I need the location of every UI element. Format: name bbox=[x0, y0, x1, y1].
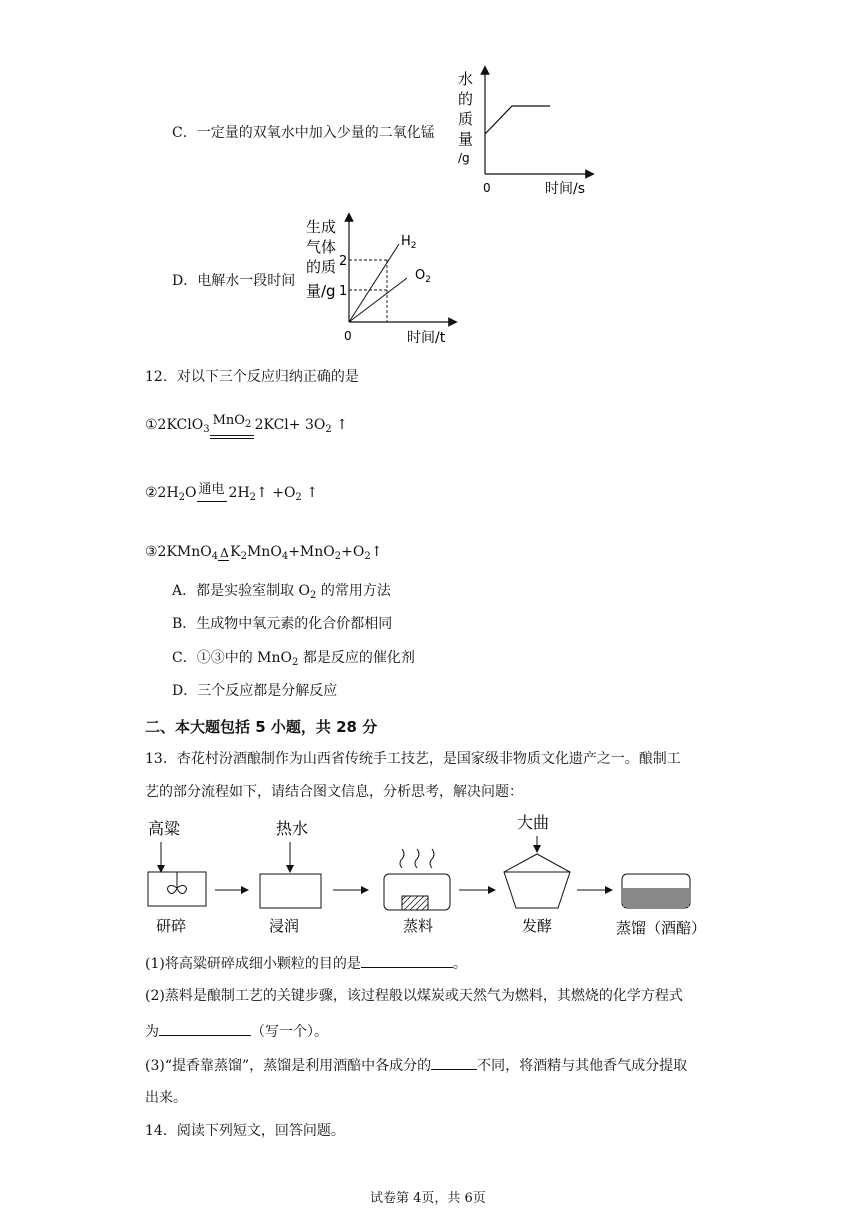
q13-stem-line2: 艺的部分流程如下，请结合图文信息，分析思考，解决问题： bbox=[145, 784, 523, 800]
ylabel-2: 气体 bbox=[306, 238, 337, 256]
reaction-3: ③2KMnO$_4$ Δ $K_2MnO_4+MnO_2+O_2↑$ bbox=[145, 544, 383, 562]
steam-1 bbox=[400, 849, 404, 868]
ylabel-4: 量 bbox=[458, 130, 474, 148]
reaction-2: $②2H_2O$ 通电 $2H_2↑ +O_2$ ↑ bbox=[145, 482, 318, 503]
origin: 0 bbox=[483, 181, 491, 195]
heat-symbol: Δ bbox=[220, 546, 229, 560]
q12-option-c: C．①③中的 MnO$_2$ 都是反应的催化剂 bbox=[172, 650, 415, 668]
page-footer: 试卷第 4页，共 6页 bbox=[370, 1191, 486, 1206]
steam-3 bbox=[430, 849, 434, 868]
q14-stem: 14．阅读下列短文，回答问题。 bbox=[145, 1123, 345, 1139]
h2-label: $H_2$ bbox=[401, 234, 417, 251]
q13-part3-line1: (3)“提香靠蒸馏”，蒸馏是利用酒醅中各成分的 不同，将酒精与其他香气成分提取 bbox=[145, 1055, 687, 1075]
soak-box bbox=[260, 874, 321, 908]
ylabel-1: 生成 bbox=[306, 218, 337, 236]
o2-label: $O_2$ bbox=[415, 268, 431, 285]
input-hot-water: 热水 bbox=[276, 819, 309, 838]
ylabel-3: 的质 bbox=[306, 258, 337, 276]
q11-option-c: C．一定量的双氧水中加入少量的二氧化锰 bbox=[172, 125, 435, 141]
distiller-fill bbox=[623, 888, 689, 907]
ylabel-1: 水 bbox=[458, 70, 474, 88]
q13-part1: (1)将高粱研碎成细小颗粒的目的是 。 bbox=[145, 953, 467, 973]
q12-option-b: B．生成物中氧元素的化合价都相同 bbox=[172, 616, 393, 632]
grinder-blade-left bbox=[168, 885, 177, 893]
tick-1: 1 bbox=[339, 284, 348, 299]
step-ferment: 发酵 bbox=[522, 917, 553, 935]
tick-2: 2 bbox=[339, 254, 348, 269]
xlabel: 时间/s bbox=[545, 181, 586, 197]
answer-blank-3[interactable] bbox=[431, 1055, 477, 1070]
ylabel-4: 量/g bbox=[306, 282, 336, 300]
grinder-blade-right bbox=[177, 885, 186, 893]
q13-part3-line2: 出来。 bbox=[145, 1090, 187, 1106]
q13-stem-line1: 13．杏花村汾酒酿制作为山西省传统手工技艺，是国家级非物质文化遗产之一。酿制工 bbox=[145, 751, 681, 767]
step-grind: 研碎 bbox=[156, 917, 187, 935]
q13-part2-line2: 为 （写一个）。 bbox=[145, 1021, 328, 1041]
input-daqu: 大曲 bbox=[517, 813, 550, 832]
q12-stem: 12．对以下三个反应归纳正确的是 bbox=[145, 369, 359, 385]
reaction-1: ①2KClO$_3$ MnO$_2$ $2KCl+ 3O_2$ ↑ bbox=[145, 416, 348, 439]
equals-line bbox=[197, 501, 227, 502]
q12-option-d: D．三个反应都是分解反应 bbox=[172, 683, 338, 699]
brewing-flow-diagram bbox=[140, 808, 720, 943]
ylabel-3: 质 bbox=[458, 110, 474, 128]
h2-line bbox=[349, 244, 399, 322]
section-heading: 二、本大题包括 5 小题，共 28 分 bbox=[145, 718, 378, 736]
q11-graph-d bbox=[303, 212, 463, 347]
xlabel: 时间/t bbox=[407, 330, 446, 346]
origin: 0 bbox=[344, 329, 352, 343]
water-mass-line bbox=[485, 106, 550, 134]
equals-line bbox=[218, 560, 229, 561]
q11-option-d: D．电解水一段时间 bbox=[172, 273, 296, 289]
q13-part2-line1: (2)蒸料是酿制工艺的关键步骤，该过程般以煤炭或天然气为燃料，其燃烧的化学方程式 bbox=[145, 988, 683, 1004]
q12-option-a: A．都是实验室制取 $O_2$ 的常用方法 bbox=[172, 583, 391, 601]
ylabel-2: 的 bbox=[458, 90, 474, 108]
steam-2 bbox=[415, 849, 419, 868]
o2-line bbox=[349, 278, 407, 322]
fermenter-shape bbox=[504, 854, 570, 908]
step-steam: 蒸料 bbox=[403, 917, 434, 935]
equals-sign bbox=[210, 435, 254, 439]
answer-blank-2[interactable] bbox=[159, 1021, 251, 1036]
ylabel-5: /g bbox=[458, 151, 470, 165]
condition-label: 通电 bbox=[198, 482, 225, 497]
catalyst-label: MnO$_2$ bbox=[212, 413, 252, 430]
q11-graph-c bbox=[450, 62, 600, 202]
step-soak: 浸润 bbox=[269, 917, 300, 935]
input-sorghum: 高粱 bbox=[148, 819, 181, 838]
answer-blank-1[interactable] bbox=[361, 953, 453, 968]
step-distill: 蒸馏（酒醅） bbox=[616, 919, 707, 937]
